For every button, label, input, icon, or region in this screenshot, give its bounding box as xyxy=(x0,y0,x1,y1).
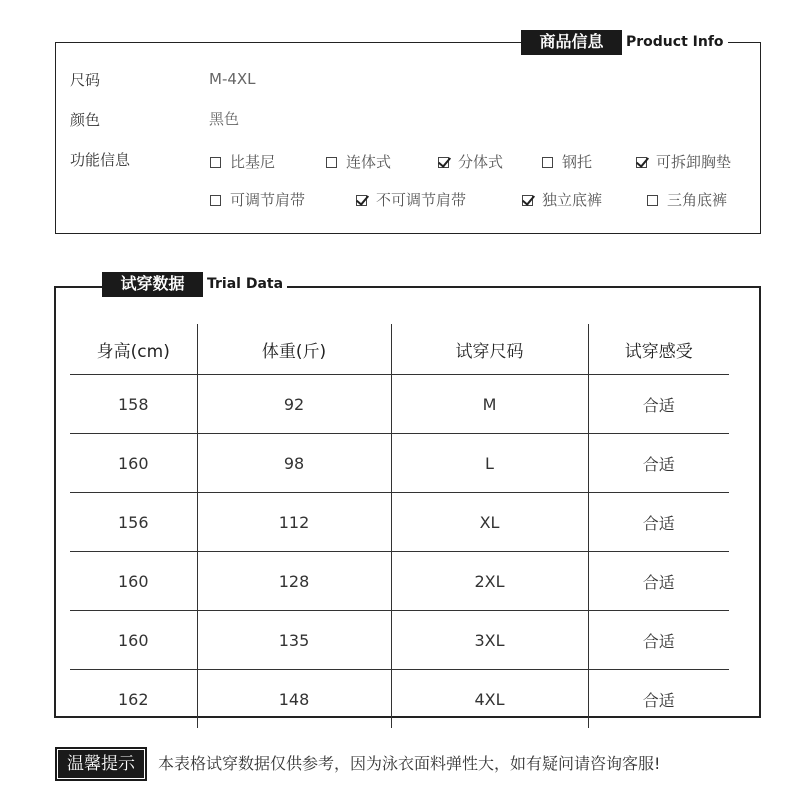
cell-size: XL xyxy=(391,493,588,552)
table-row xyxy=(70,611,729,670)
cell-height: 156 xyxy=(70,493,197,552)
cell-feel: 合适 xyxy=(588,434,729,493)
trial-data-title: 试穿数据 xyxy=(102,272,203,297)
features-label: 功能信息 xyxy=(70,151,131,169)
cell-weight: 98 xyxy=(197,434,391,493)
feature-label: 可调节肩带 xyxy=(230,191,306,209)
color-label: 颜色 xyxy=(70,111,101,129)
cell-size: L xyxy=(391,434,588,493)
product-info-title-en: Product Info xyxy=(622,30,728,54)
cell-height: 160 xyxy=(70,611,197,670)
cell-feel: 合适 xyxy=(588,493,729,552)
cell-feel: 合适 xyxy=(588,552,729,611)
trial-data-table xyxy=(70,324,729,728)
header-feel: 试穿感受 xyxy=(588,324,729,375)
product-info-title: 商品信息 xyxy=(521,30,622,55)
table-row xyxy=(70,493,729,552)
cell-weight: 148 xyxy=(197,670,391,729)
feature-label: 连体式 xyxy=(346,153,392,171)
color-value: 黑色 xyxy=(209,110,240,128)
feature-removable-pads[interactable] xyxy=(636,152,731,172)
size-label: 尺码 xyxy=(70,71,101,89)
cell-size: 4XL xyxy=(391,670,588,729)
feature-two-piece[interactable] xyxy=(438,152,503,172)
table-row xyxy=(70,434,729,493)
feature-label: 独立底裤 xyxy=(542,191,603,209)
feature-label: 比基尼 xyxy=(230,153,276,171)
feature-label: 可拆卸胸垫 xyxy=(656,153,732,171)
table-row xyxy=(70,552,729,611)
cell-weight: 128 xyxy=(197,552,391,611)
cell-height: 160 xyxy=(70,552,197,611)
checkbox-checked-icon[interactable] xyxy=(356,195,367,206)
trial-data-title-en: Trial Data xyxy=(203,272,287,296)
note-badge-label: 温馨提示 xyxy=(57,749,145,779)
cell-weight: 92 xyxy=(197,375,391,434)
checkbox-checked-icon[interactable] xyxy=(438,157,449,168)
cell-height: 160 xyxy=(70,434,197,493)
feature-adjustable-straps[interactable] xyxy=(210,190,305,210)
size-value: M-4XL xyxy=(209,70,256,88)
cell-height: 162 xyxy=(117,689,149,709)
checkbox-checked-icon[interactable] xyxy=(522,195,533,206)
feature-label: 分体式 xyxy=(458,153,504,171)
cell-size: M xyxy=(391,375,588,434)
cell-size: 2XL xyxy=(391,552,588,611)
cell-feel: 合适 xyxy=(588,375,729,434)
checkbox-icon[interactable] xyxy=(210,157,221,168)
table-header-row xyxy=(70,324,729,375)
feature-fixed-straps[interactable] xyxy=(356,190,466,210)
checkbox-icon[interactable] xyxy=(647,195,658,206)
checkbox-icon[interactable] xyxy=(542,157,553,168)
cell-height: 158 xyxy=(70,375,197,434)
feature-underwire[interactable] xyxy=(542,152,592,172)
cell-weight: 135 xyxy=(197,611,391,670)
feature-label: 三角底裤 xyxy=(667,191,728,209)
checkbox-icon[interactable] xyxy=(210,195,221,206)
feature-triangle-bottom[interactable] xyxy=(647,190,727,210)
table-row xyxy=(70,670,729,729)
feature-bikini[interactable] xyxy=(210,152,275,172)
feature-label: 钢托 xyxy=(562,153,593,171)
note-badge xyxy=(55,747,147,781)
feature-label: 不可调节肩带 xyxy=(376,191,467,209)
cell-feel: 合适 xyxy=(588,670,729,729)
header-height: 身高(cm) xyxy=(70,324,197,375)
checkbox-icon[interactable] xyxy=(326,157,337,168)
note-text: 本表格试穿数据仅供参考，因为泳衣面料弹性大，如有疑问请咨询客服! xyxy=(158,754,661,773)
header-size: 试穿尺码 xyxy=(391,324,588,375)
checkbox-checked-icon[interactable] xyxy=(636,157,647,168)
cell-weight: 112 xyxy=(197,493,391,552)
table-row xyxy=(70,375,729,434)
cell-feel: 合适 xyxy=(588,611,729,670)
cell-size: 3XL xyxy=(391,611,588,670)
feature-separate-bottom[interactable] xyxy=(522,190,602,210)
feature-one-piece[interactable] xyxy=(326,152,391,172)
header-weight: 体重(斤) xyxy=(197,324,391,375)
